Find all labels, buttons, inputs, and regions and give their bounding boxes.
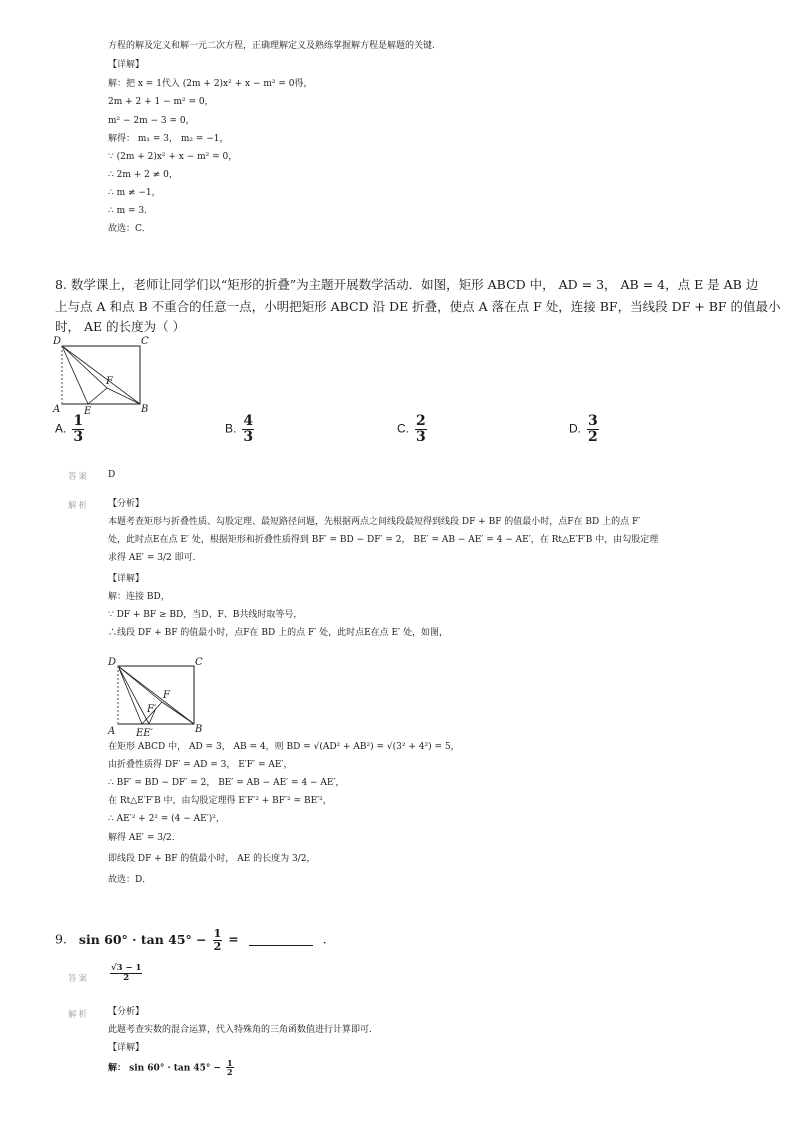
- option-d[interactable]: [569, 414, 601, 444]
- label-c-2: C: [195, 657, 203, 668]
- q8-stem-line-2: 上与点 A 和点 B 不重合的任意一点，小明把矩形 ABCD 沿 DE 折叠，使点 A 落在点 F 处，连接 BF，当线段 DF + BF 的值最小: [55, 299, 781, 314]
- option-c[interactable]: [397, 414, 429, 444]
- label-f-prime: F′: [147, 704, 157, 715]
- option-c-denominator: 3: [416, 428, 426, 445]
- q8-answer: D: [108, 470, 116, 480]
- option-a-denominator: 3: [73, 428, 84, 445]
- option-b-denominator: 3: [243, 428, 254, 445]
- q8-solution-line-6: 解得 AE′ = 3/2．: [108, 833, 181, 843]
- q9-number: 9.: [55, 931, 67, 947]
- q8-solution-line-1: 在矩形 ABCD 中， AD = 3， AB = 4，则 BD = √(AD² + AB²) = √(3² + 4²) = 5，: [108, 742, 460, 752]
- segment-fb-2: [162, 702, 194, 724]
- q9-expression-numerator: 1: [213, 927, 222, 940]
- option-b-numerator: 4: [243, 413, 254, 429]
- q8-solution-line-3: ∴ BF′ = BD − DF′ = 2， BE′ = AB − AE′ = 4 − AE′，: [108, 778, 345, 788]
- q9-answer-label: 答案: [68, 974, 90, 984]
- option-d-numerator: 3: [588, 413, 598, 429]
- fold-line-de: [62, 346, 88, 404]
- q8-solution-line-4: 在 Rt△E′F′B 中，由勾股定理得 E′F′² + BF′² = BE′²，: [108, 796, 332, 806]
- q8-analysis-label: 解析: [68, 501, 90, 511]
- label-e: E: [84, 406, 92, 416]
- diagonal-db: [62, 346, 140, 404]
- q8-answer-label: 答案: [68, 472, 90, 482]
- q9-expression-denominator: 2: [213, 939, 222, 953]
- label-f: F: [106, 376, 113, 387]
- label-c: C: [141, 336, 149, 347]
- segment-df-2: [118, 666, 162, 702]
- option-c-letter: C.: [397, 421, 409, 436]
- option-d-denominator: 2: [588, 428, 598, 445]
- q9-detail-line: [108, 1059, 236, 1077]
- segment-df: [62, 346, 107, 388]
- q9-detail-numerator: 1: [226, 1058, 233, 1068]
- segment-de-prime: [118, 666, 149, 724]
- q8-stem-line-1: 8. 数学课上，老师让同学们以“矩形的折叠”为主题开展数学活动．如图，矩形 ABCD 中， AD = 3， AB = 4，点 E 是 AB 边: [55, 277, 759, 292]
- label-f-2: F: [163, 690, 170, 701]
- label-a-2: A: [108, 726, 116, 737]
- q7-step-4: 解得： m₁ = 3， m₂ = −1，: [108, 134, 229, 144]
- diagonal-db-2: [118, 666, 194, 724]
- q7-step-6: ∴ 2m + 2 ≠ 0，: [108, 170, 178, 180]
- q8-analysis-line-1: 本题考查矩形与折叠性质、勾股定理、最短路径问题，先根据两点之间线段最短得到线段 DF + BF 的值最小时，点F在 BD 上的点 F′: [108, 517, 641, 527]
- option-c-numerator: 2: [416, 413, 426, 429]
- q9-expression: sin 60° · tan 45° −: [78, 931, 207, 947]
- q8-solution-line-2: 由折叠性质得 DF′ = AD = 3， E′F′ = AE′，: [108, 760, 293, 770]
- q9-answer-numerator: √3 − 1: [111, 963, 142, 973]
- option-a-letter: A.: [55, 421, 67, 436]
- q9-detail-denominator: 2: [226, 1067, 233, 1078]
- q8-detail-line-1: 解：连接 BD，: [108, 592, 170, 602]
- q7-step-2: 2m + 2 + 1 − m² = 0，: [108, 97, 214, 107]
- q8-detail-line-3: ∴线段 DF + BF 的值最小时，点F在 BD 上的点 F′ 处，此时点E在点 E′ 处，如图，: [108, 628, 449, 638]
- segment-fb: [107, 388, 140, 404]
- q7-step-5: ∵ (2m + 2)x² + x − m² = 0，: [108, 152, 238, 162]
- q9-period: .: [322, 931, 327, 947]
- label-e-e-prime: EE′: [136, 728, 153, 739]
- label-d: D: [53, 336, 62, 347]
- q8-solution-line-8: 故选：D．: [108, 875, 152, 885]
- q8-analysis-line-2: 处，此时点E在点 E′ 处，根据矩形和折叠性质得到 BF′ = BD − DF′ = 2， BE′ = AB − AE′ = 4 − AE′，在 Rt△E′F′B 中，由勾股定理: [108, 535, 659, 545]
- q9-detail-heading: 【详解】: [108, 1043, 145, 1053]
- option-b[interactable]: [225, 414, 256, 444]
- q7-step-8: ∴ m = 3．: [108, 206, 154, 216]
- q9-analysis-label: 解析: [68, 1010, 90, 1020]
- q9-analysis-line: 此题考查实数的混合运算，代入特殊角的三角函数值进行计算即可．: [108, 1025, 379, 1035]
- q8-solution-line-7: 即线段 DF + BF 的值最小时， AE 的长度为 3/2，: [108, 854, 316, 864]
- q8-analysis-heading: 【分析】: [108, 499, 145, 509]
- label-b-2: B: [195, 724, 203, 735]
- option-b-letter: B.: [225, 421, 237, 436]
- q7-analysis-tail: 方程的解及定义和解一元二次方程，正确理解定义及熟练掌握解方程是解题的关键．: [108, 41, 442, 51]
- q9-answer-denominator: 2: [123, 972, 130, 983]
- q7-step-9: 故选：C．: [108, 224, 151, 234]
- q8-figure-rectangle-fold: [50, 334, 160, 416]
- q9-answer-blank[interactable]: [249, 945, 313, 946]
- q9-analysis-heading: 【分析】: [108, 1007, 145, 1017]
- segment-ef: [88, 388, 107, 404]
- label-a: A: [53, 404, 61, 415]
- q7-step-1: 解：把 x = 1代入 (2m + 2)x² + x − m² = 0得，: [108, 79, 313, 89]
- option-d-letter: D.: [569, 421, 581, 436]
- q9-stem: [55, 928, 327, 952]
- q7-step-3: m² − 2m − 3 = 0，: [108, 116, 195, 126]
- label-b: B: [141, 404, 149, 415]
- q8-analysis-line-3: 求得 AE′ = 3/2 即可．: [108, 553, 202, 563]
- option-a-numerator: 1: [73, 413, 84, 429]
- q8-figure-solution: [100, 654, 220, 740]
- q7-step-7: ∴ m ≠ −1，: [108, 188, 161, 198]
- q9-detail-expression: 解： sin 60° · tan 45° −: [108, 1063, 222, 1074]
- q7-detail-heading: 【详解】: [108, 60, 145, 70]
- q8-stem-line-3: 时， AE 的长度为（ ）: [55, 319, 186, 334]
- q8-solution-line-5: ∴ AE′² + 2² = (4 − AE′)²，: [108, 814, 225, 824]
- option-a[interactable]: [55, 414, 86, 444]
- q9-answer: [108, 964, 144, 983]
- q8-detail-line-2: ∵ DF + BF ≥ BD，当D、F、B共线时取等号，: [108, 610, 303, 620]
- q8-detail-heading: 【详解】: [108, 574, 145, 584]
- label-d-2: D: [108, 657, 117, 668]
- q9-equals: =: [228, 931, 239, 947]
